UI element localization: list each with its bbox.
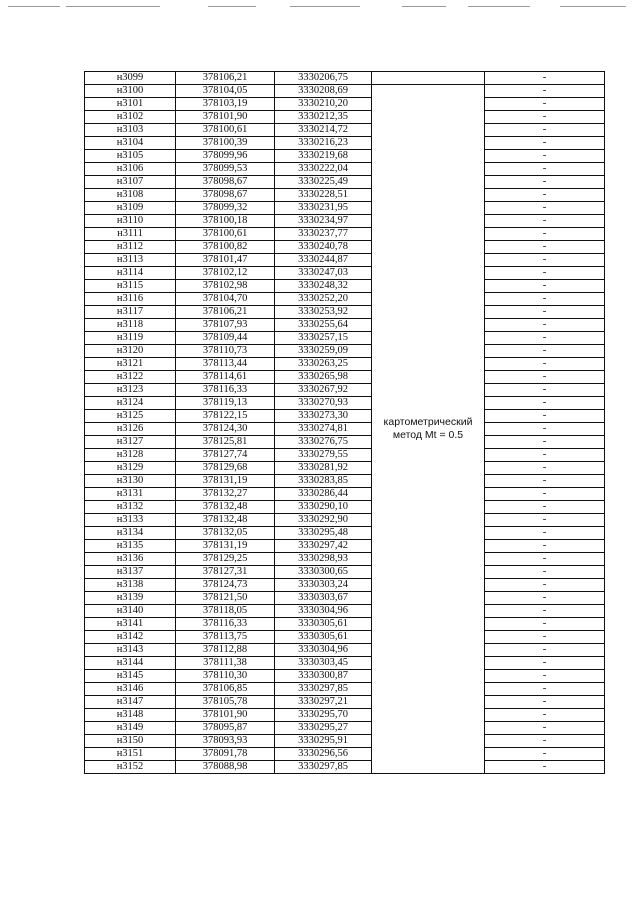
x-coordinate-cell: 378104,70 bbox=[176, 293, 275, 306]
x-coordinate-cell: 378129,25 bbox=[176, 553, 275, 566]
x-coordinate-cell: 378132,48 bbox=[176, 514, 275, 527]
point-name-cell: н3108 bbox=[85, 189, 176, 202]
x-coordinate-cell: 378122,15 bbox=[176, 410, 275, 423]
point-name-cell: н3140 bbox=[85, 605, 176, 618]
point-name-cell: н3105 bbox=[85, 150, 176, 163]
note-cell: - bbox=[485, 384, 605, 397]
table-row bbox=[85, 163, 605, 176]
x-coordinate-cell: 378088,98 bbox=[176, 761, 275, 774]
x-coordinate-cell: 378132,27 bbox=[176, 488, 275, 501]
table-row bbox=[85, 579, 605, 592]
note-cell: - bbox=[485, 761, 605, 774]
note-cell: - bbox=[485, 72, 605, 85]
note-cell: - bbox=[485, 553, 605, 566]
x-coordinate-cell: 378095,87 bbox=[176, 722, 275, 735]
y-coordinate-cell: 3330279,55 bbox=[275, 449, 372, 462]
x-coordinate-cell: 378106,21 bbox=[176, 72, 275, 85]
table-row bbox=[85, 72, 605, 85]
point-name-cell: н3127 bbox=[85, 436, 176, 449]
table-row bbox=[85, 215, 605, 228]
note-cell: - bbox=[485, 592, 605, 605]
y-coordinate-cell: 3330231,95 bbox=[275, 202, 372, 215]
note-cell: - bbox=[485, 397, 605, 410]
y-coordinate-cell: 3330292,90 bbox=[275, 514, 372, 527]
y-coordinate-cell: 3330255,64 bbox=[275, 319, 372, 332]
y-coordinate-cell: 3330247,03 bbox=[275, 267, 372, 280]
y-coordinate-cell: 3330297,85 bbox=[275, 761, 372, 774]
x-coordinate-cell: 378119,13 bbox=[176, 397, 275, 410]
point-name-cell: н3102 bbox=[85, 111, 176, 124]
point-name-cell: н3112 bbox=[85, 241, 176, 254]
point-name-cell: н3142 bbox=[85, 631, 176, 644]
y-coordinate-cell: 3330228,51 bbox=[275, 189, 372, 202]
table-row bbox=[85, 527, 605, 540]
point-name-cell: н3122 bbox=[85, 371, 176, 384]
table-row bbox=[85, 397, 605, 410]
note-cell: - bbox=[485, 644, 605, 657]
note-cell: - bbox=[485, 280, 605, 293]
table-row bbox=[85, 449, 605, 462]
method-text-line2: метод Mt = 0.5 bbox=[392, 429, 464, 441]
point-name-cell: н3100 bbox=[85, 85, 176, 98]
point-name-cell: н3109 bbox=[85, 202, 176, 215]
note-cell: - bbox=[485, 657, 605, 670]
note-cell: - bbox=[485, 228, 605, 241]
x-coordinate-cell: 378124,73 bbox=[176, 579, 275, 592]
table-row bbox=[85, 85, 605, 98]
method-text-line1: картометрический bbox=[383, 416, 473, 428]
coordinates-table bbox=[84, 71, 605, 774]
table-row bbox=[85, 436, 605, 449]
x-coordinate-cell: 378110,73 bbox=[176, 345, 275, 358]
y-coordinate-cell: 3330244,87 bbox=[275, 254, 372, 267]
y-coordinate-cell: 3330296,56 bbox=[275, 748, 372, 761]
y-coordinate-cell: 3330234,97 bbox=[275, 215, 372, 228]
point-name-cell: н3136 bbox=[85, 553, 176, 566]
point-name-cell: н3130 bbox=[85, 475, 176, 488]
point-name-cell: н3115 bbox=[85, 280, 176, 293]
x-coordinate-cell: 378129,68 bbox=[176, 462, 275, 475]
method-cell-empty bbox=[372, 72, 485, 85]
x-coordinate-cell: 378124,30 bbox=[176, 423, 275, 436]
point-name-cell: н3152 bbox=[85, 761, 176, 774]
y-coordinate-cell: 3330286,44 bbox=[275, 488, 372, 501]
note-cell: - bbox=[485, 189, 605, 202]
note-cell: - bbox=[485, 98, 605, 111]
y-coordinate-cell: 3330259,09 bbox=[275, 345, 372, 358]
note-cell: - bbox=[485, 319, 605, 332]
x-coordinate-cell: 378101,47 bbox=[176, 254, 275, 267]
table-row bbox=[85, 98, 605, 111]
y-coordinate-cell: 3330283,85 bbox=[275, 475, 372, 488]
table-row bbox=[85, 761, 605, 774]
table-row bbox=[85, 150, 605, 163]
point-name-cell: н3151 bbox=[85, 748, 176, 761]
note-cell: - bbox=[485, 605, 605, 618]
table-row bbox=[85, 319, 605, 332]
x-coordinate-cell: 378114,61 bbox=[176, 371, 275, 384]
x-coordinate-cell: 378098,67 bbox=[176, 176, 275, 189]
y-coordinate-cell: 3330274,81 bbox=[275, 423, 372, 436]
x-coordinate-cell: 378101,90 bbox=[176, 709, 275, 722]
note-cell: - bbox=[485, 527, 605, 540]
table-row bbox=[85, 137, 605, 150]
y-coordinate-cell: 3330219,68 bbox=[275, 150, 372, 163]
note-cell: - bbox=[485, 436, 605, 449]
point-name-cell: н3104 bbox=[85, 137, 176, 150]
x-coordinate-cell: 378100,61 bbox=[176, 228, 275, 241]
point-name-cell: н3118 bbox=[85, 319, 176, 332]
y-coordinate-cell: 3330208,69 bbox=[275, 85, 372, 98]
point-name-cell: н3119 bbox=[85, 332, 176, 345]
x-coordinate-cell: 378132,05 bbox=[176, 527, 275, 540]
point-name-cell: н3103 bbox=[85, 124, 176, 137]
note-cell: - bbox=[485, 449, 605, 462]
point-name-cell: н3125 bbox=[85, 410, 176, 423]
x-coordinate-cell: 378113,44 bbox=[176, 358, 275, 371]
table-row bbox=[85, 358, 605, 371]
y-coordinate-cell: 3330276,75 bbox=[275, 436, 372, 449]
table-row bbox=[85, 683, 605, 696]
x-coordinate-cell: 378104,05 bbox=[176, 85, 275, 98]
note-cell: - bbox=[485, 306, 605, 319]
point-name-cell: н3129 bbox=[85, 462, 176, 475]
y-coordinate-cell: 3330212,35 bbox=[275, 111, 372, 124]
x-coordinate-cell: 378127,31 bbox=[176, 566, 275, 579]
point-name-cell: н3135 bbox=[85, 540, 176, 553]
table-row bbox=[85, 696, 605, 709]
x-coordinate-cell: 378111,38 bbox=[176, 657, 275, 670]
x-coordinate-cell: 378102,12 bbox=[176, 267, 275, 280]
point-name-cell: н3134 bbox=[85, 527, 176, 540]
table-row bbox=[85, 631, 605, 644]
y-coordinate-cell: 3330295,91 bbox=[275, 735, 372, 748]
point-name-cell: н3132 bbox=[85, 501, 176, 514]
note-cell: - bbox=[485, 293, 605, 306]
note-cell: - bbox=[485, 670, 605, 683]
table-row bbox=[85, 670, 605, 683]
point-name-cell: н3120 bbox=[85, 345, 176, 358]
table-row bbox=[85, 254, 605, 267]
point-name-cell: н3146 bbox=[85, 683, 176, 696]
point-name-cell: н3116 bbox=[85, 293, 176, 306]
note-cell: - bbox=[485, 462, 605, 475]
x-coordinate-cell: 378103,19 bbox=[176, 98, 275, 111]
x-coordinate-cell: 378093,93 bbox=[176, 735, 275, 748]
y-coordinate-cell: 3330253,92 bbox=[275, 306, 372, 319]
x-coordinate-cell: 378116,33 bbox=[176, 618, 275, 631]
point-name-cell: н3143 bbox=[85, 644, 176, 657]
y-coordinate-cell: 3330225,49 bbox=[275, 176, 372, 189]
note-cell: - bbox=[485, 488, 605, 501]
y-coordinate-cell: 3330297,85 bbox=[275, 683, 372, 696]
x-coordinate-cell: 378109,44 bbox=[176, 332, 275, 345]
note-cell: - bbox=[485, 137, 605, 150]
x-coordinate-cell: 378100,82 bbox=[176, 241, 275, 254]
x-coordinate-cell: 378132,48 bbox=[176, 501, 275, 514]
point-name-cell: н3148 bbox=[85, 709, 176, 722]
table-row bbox=[85, 345, 605, 358]
note-cell: - bbox=[485, 696, 605, 709]
y-coordinate-cell: 3330300,65 bbox=[275, 566, 372, 579]
y-coordinate-cell: 3330303,24 bbox=[275, 579, 372, 592]
note-cell: - bbox=[485, 475, 605, 488]
y-coordinate-cell: 3330305,61 bbox=[275, 631, 372, 644]
note-cell: - bbox=[485, 735, 605, 748]
y-coordinate-cell: 3330303,67 bbox=[275, 592, 372, 605]
x-coordinate-cell: 378100,61 bbox=[176, 124, 275, 137]
x-coordinate-cell: 378099,96 bbox=[176, 150, 275, 163]
point-name-cell: н3147 bbox=[85, 696, 176, 709]
table-row bbox=[85, 488, 605, 501]
y-coordinate-cell: 3330214,72 bbox=[275, 124, 372, 137]
note-cell: - bbox=[485, 176, 605, 189]
coordinates-table-body bbox=[85, 72, 605, 774]
note-cell: - bbox=[485, 345, 605, 358]
point-name-cell: н3114 bbox=[85, 267, 176, 280]
point-name-cell: н3111 bbox=[85, 228, 176, 241]
note-cell: - bbox=[485, 722, 605, 735]
point-name-cell: н3110 bbox=[85, 215, 176, 228]
table-row bbox=[85, 410, 605, 423]
note-cell: - bbox=[485, 163, 605, 176]
note-cell: - bbox=[485, 540, 605, 553]
x-coordinate-cell: 378106,85 bbox=[176, 683, 275, 696]
table-row bbox=[85, 540, 605, 553]
table-row bbox=[85, 748, 605, 761]
note-cell: - bbox=[485, 371, 605, 384]
y-coordinate-cell: 3330257,15 bbox=[275, 332, 372, 345]
point-name-cell: н3149 bbox=[85, 722, 176, 735]
y-coordinate-cell: 3330240,78 bbox=[275, 241, 372, 254]
x-coordinate-cell: 378101,90 bbox=[176, 111, 275, 124]
note-cell: - bbox=[485, 683, 605, 696]
point-name-cell: н3141 bbox=[85, 618, 176, 631]
y-coordinate-cell: 3330304,96 bbox=[275, 605, 372, 618]
x-coordinate-cell: 378127,74 bbox=[176, 449, 275, 462]
y-coordinate-cell: 3330237,77 bbox=[275, 228, 372, 241]
point-name-cell: н3106 bbox=[85, 163, 176, 176]
point-name-cell: н3150 bbox=[85, 735, 176, 748]
table-row bbox=[85, 566, 605, 579]
point-name-cell: н3145 bbox=[85, 670, 176, 683]
x-coordinate-cell: 378118,05 bbox=[176, 605, 275, 618]
table-row bbox=[85, 267, 605, 280]
method-cell bbox=[372, 85, 485, 774]
table-row bbox=[85, 332, 605, 345]
y-coordinate-cell: 3330273,30 bbox=[275, 410, 372, 423]
note-cell: - bbox=[485, 709, 605, 722]
x-coordinate-cell: 378100,18 bbox=[176, 215, 275, 228]
table-row bbox=[85, 423, 605, 436]
note-cell: - bbox=[485, 332, 605, 345]
note-cell: - bbox=[485, 358, 605, 371]
point-name-cell: н3099 bbox=[85, 72, 176, 85]
y-coordinate-cell: 3330216,23 bbox=[275, 137, 372, 150]
x-coordinate-cell: 378100,39 bbox=[176, 137, 275, 150]
table-row bbox=[85, 657, 605, 670]
point-name-cell: н3113 bbox=[85, 254, 176, 267]
y-coordinate-cell: 3330281,92 bbox=[275, 462, 372, 475]
table-row bbox=[85, 644, 605, 657]
x-coordinate-cell: 378110,30 bbox=[176, 670, 275, 683]
table-row bbox=[85, 189, 605, 202]
x-coordinate-cell: 378113,75 bbox=[176, 631, 275, 644]
table-row bbox=[85, 241, 605, 254]
y-coordinate-cell: 3330265,98 bbox=[275, 371, 372, 384]
y-coordinate-cell: 3330252,20 bbox=[275, 293, 372, 306]
y-coordinate-cell: 3330206,75 bbox=[275, 72, 372, 85]
scan-edge-artifact bbox=[0, 6, 640, 10]
x-coordinate-cell: 378106,21 bbox=[176, 306, 275, 319]
table-row bbox=[85, 592, 605, 605]
note-cell: - bbox=[485, 124, 605, 137]
note-cell: - bbox=[485, 410, 605, 423]
note-cell: - bbox=[485, 267, 605, 280]
y-coordinate-cell: 3330305,61 bbox=[275, 618, 372, 631]
point-name-cell: н3123 bbox=[85, 384, 176, 397]
table-row bbox=[85, 124, 605, 137]
point-name-cell: н3121 bbox=[85, 358, 176, 371]
y-coordinate-cell: 3330267,92 bbox=[275, 384, 372, 397]
table-row bbox=[85, 371, 605, 384]
point-name-cell: н3124 bbox=[85, 397, 176, 410]
y-coordinate-cell: 3330303,45 bbox=[275, 657, 372, 670]
table-row bbox=[85, 618, 605, 631]
table-row bbox=[85, 709, 605, 722]
y-coordinate-cell: 3330297,21 bbox=[275, 696, 372, 709]
note-cell: - bbox=[485, 241, 605, 254]
note-cell: - bbox=[485, 85, 605, 98]
note-cell: - bbox=[485, 501, 605, 514]
x-coordinate-cell: 378131,19 bbox=[176, 540, 275, 553]
y-coordinate-cell: 3330270,93 bbox=[275, 397, 372, 410]
x-coordinate-cell: 378107,93 bbox=[176, 319, 275, 332]
point-name-cell: н3133 bbox=[85, 514, 176, 527]
point-name-cell: н3107 bbox=[85, 176, 176, 189]
note-cell: - bbox=[485, 150, 605, 163]
x-coordinate-cell: 378121,50 bbox=[176, 592, 275, 605]
x-coordinate-cell: 378098,67 bbox=[176, 189, 275, 202]
note-cell: - bbox=[485, 423, 605, 436]
point-name-cell: н3131 bbox=[85, 488, 176, 501]
y-coordinate-cell: 3330300,87 bbox=[275, 670, 372, 683]
y-coordinate-cell: 3330295,27 bbox=[275, 722, 372, 735]
table-row bbox=[85, 462, 605, 475]
table-row bbox=[85, 553, 605, 566]
x-coordinate-cell: 378116,33 bbox=[176, 384, 275, 397]
y-coordinate-cell: 3330248,32 bbox=[275, 280, 372, 293]
table-row bbox=[85, 228, 605, 241]
x-coordinate-cell: 378099,32 bbox=[176, 202, 275, 215]
note-cell: - bbox=[485, 579, 605, 592]
y-coordinate-cell: 3330222,04 bbox=[275, 163, 372, 176]
y-coordinate-cell: 3330290,10 bbox=[275, 501, 372, 514]
y-coordinate-cell: 3330297,42 bbox=[275, 540, 372, 553]
x-coordinate-cell: 378102,98 bbox=[176, 280, 275, 293]
table-row bbox=[85, 722, 605, 735]
table-row bbox=[85, 735, 605, 748]
x-coordinate-cell: 378125,81 bbox=[176, 436, 275, 449]
note-cell: - bbox=[485, 631, 605, 644]
table-row bbox=[85, 293, 605, 306]
x-coordinate-cell: 378131,19 bbox=[176, 475, 275, 488]
y-coordinate-cell: 3330263,25 bbox=[275, 358, 372, 371]
point-name-cell: н3101 bbox=[85, 98, 176, 111]
point-name-cell: н3126 bbox=[85, 423, 176, 436]
y-coordinate-cell: 3330210,20 bbox=[275, 98, 372, 111]
note-cell: - bbox=[485, 202, 605, 215]
table-row bbox=[85, 111, 605, 124]
x-coordinate-cell: 378091,78 bbox=[176, 748, 275, 761]
y-coordinate-cell: 3330295,70 bbox=[275, 709, 372, 722]
table-row bbox=[85, 514, 605, 527]
note-cell: - bbox=[485, 618, 605, 631]
note-cell: - bbox=[485, 254, 605, 267]
point-name-cell: н3117 bbox=[85, 306, 176, 319]
note-cell: - bbox=[485, 566, 605, 579]
note-cell: - bbox=[485, 514, 605, 527]
table-row bbox=[85, 306, 605, 319]
note-cell: - bbox=[485, 111, 605, 124]
table-row bbox=[85, 605, 605, 618]
y-coordinate-cell: 3330304,96 bbox=[275, 644, 372, 657]
note-cell: - bbox=[485, 748, 605, 761]
note-cell: - bbox=[485, 215, 605, 228]
point-name-cell: н3128 bbox=[85, 449, 176, 462]
table-row bbox=[85, 384, 605, 397]
y-coordinate-cell: 3330298,93 bbox=[275, 553, 372, 566]
point-name-cell: н3139 bbox=[85, 592, 176, 605]
point-name-cell: н3138 bbox=[85, 579, 176, 592]
x-coordinate-cell: 378105,78 bbox=[176, 696, 275, 709]
point-name-cell: н3144 bbox=[85, 657, 176, 670]
y-coordinate-cell: 3330295,48 bbox=[275, 527, 372, 540]
point-name-cell: н3137 bbox=[85, 566, 176, 579]
table-row bbox=[85, 501, 605, 514]
x-coordinate-cell: 378099,53 bbox=[176, 163, 275, 176]
x-coordinate-cell: 378112,88 bbox=[176, 644, 275, 657]
table-row bbox=[85, 202, 605, 215]
table-row bbox=[85, 475, 605, 488]
table-row bbox=[85, 176, 605, 189]
table-row bbox=[85, 280, 605, 293]
